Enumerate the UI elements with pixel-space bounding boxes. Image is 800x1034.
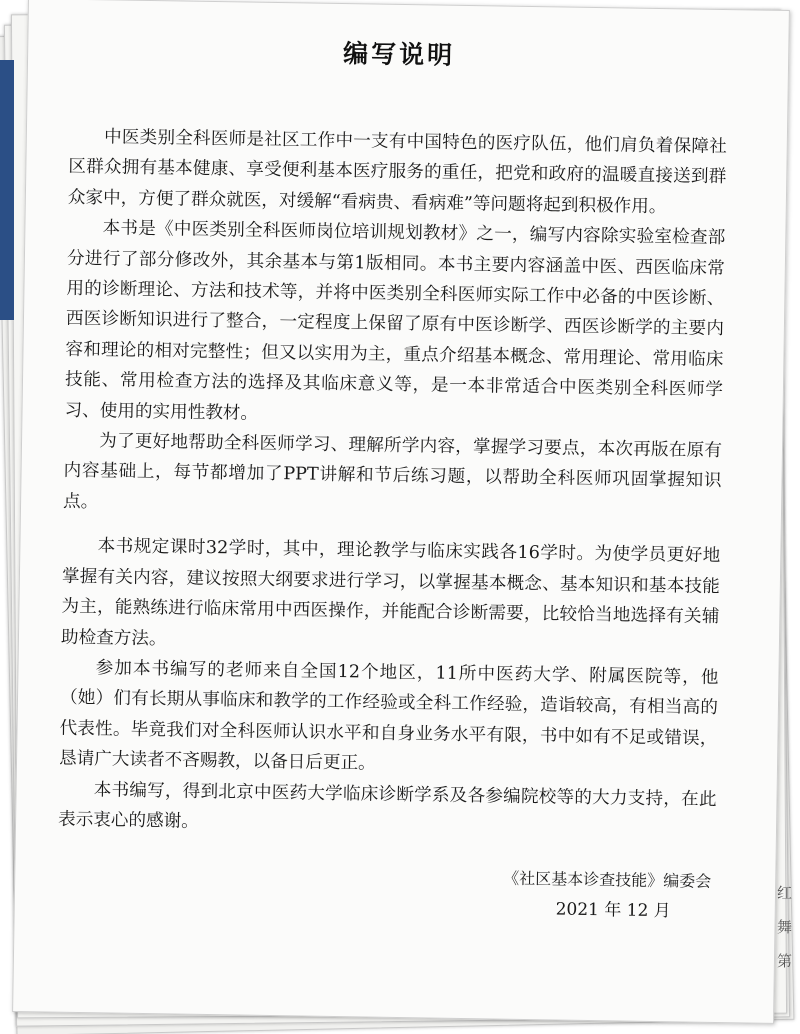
- blue-cover-edge: [0, 60, 14, 320]
- page-title: 编写说明: [342, 39, 456, 70]
- background-edge-char: 舞: [776, 918, 792, 936]
- signature-text: 《社区基本诊查技能》编委会: [503, 868, 712, 892]
- background-edge-char: 第: [776, 952, 792, 970]
- paragraph-acknowledgement: 本书编写，得到北京中医药大学临床诊断学系及各参编院校等的大力支持，在此表示衷心的感谢。: [57, 779, 717, 832]
- paragraph-intro: 中医类别全科医师是社区工作中一支有中国特色的医疗队伍，他们肩负着保障社区群众拥有基本健康、享受便利基本医疗服务的重任，把党和政府的温暖直接送到群众家中，方便了群众就医，对缓解“看病贵、看病难”等问题将起到积极作用。: [67, 127, 727, 217]
- date-line: 2021 年 12 月: [555, 899, 671, 922]
- background-edge-char: 红: [776, 884, 792, 902]
- paragraph-revision: 为了更好地帮助全科医师学习、理解所学内容，掌握学习要点，本次再版在原有内容基础上，每节都增加了PPT讲解和节后练习题，以帮助全科医师巩固掌握知识点。: [62, 431, 723, 513]
- paragraph-class-hours: 本书规定课时32学时，其中，理论教学与临床实践各16学时。为使学员更好地掌握有关内容，建议按照大纲要求进行学习，以掌握基本概念、基本知识和基本技能为主，能熟练进行临床常用中西医操作，并能配合诊断需要，比较恰当地选择有关辅助检查方法。: [60, 536, 721, 649]
- paragraph-authors: 参加本书编写的老师来自全国12个地区，11所中医药大学、附属医院等，他（她）们有长期从事临床和教学的工作经验或全科工作经验，造诣较高，有相当高的代表性。毕竟我们对全科医师认识水平和自身业务水平有限，书中如有不足或错误，恳请广大读者不吝赐教，以备日后更正。: [58, 658, 719, 774]
- document-content: [57, 30, 729, 928]
- document-page: [12, 0, 790, 1024]
- paragraph-book-content: 本书是《中医类别全科医师岗位培训规划教材》之一，编写内容除实验室检查部分进行了部分修改外，其余基本与第1版相同。本书主要内容涵盖中医、西医临床常用的诊断理论、方法和技术等，并将中医类别全科医师实际工作中必备的中医诊断、西医诊断知识进行了整合，一定程度上保留了原有中医诊断学、西医诊断学的主要内容和理论的相对完整性；但又以实用为主，重点介绍基本概念、常用理论、常用临床技能、常用检查方法的选择及其临床意义等，是一本非常适合中医类别全科医师学习、使用的实用性教材。: [64, 218, 726, 424]
